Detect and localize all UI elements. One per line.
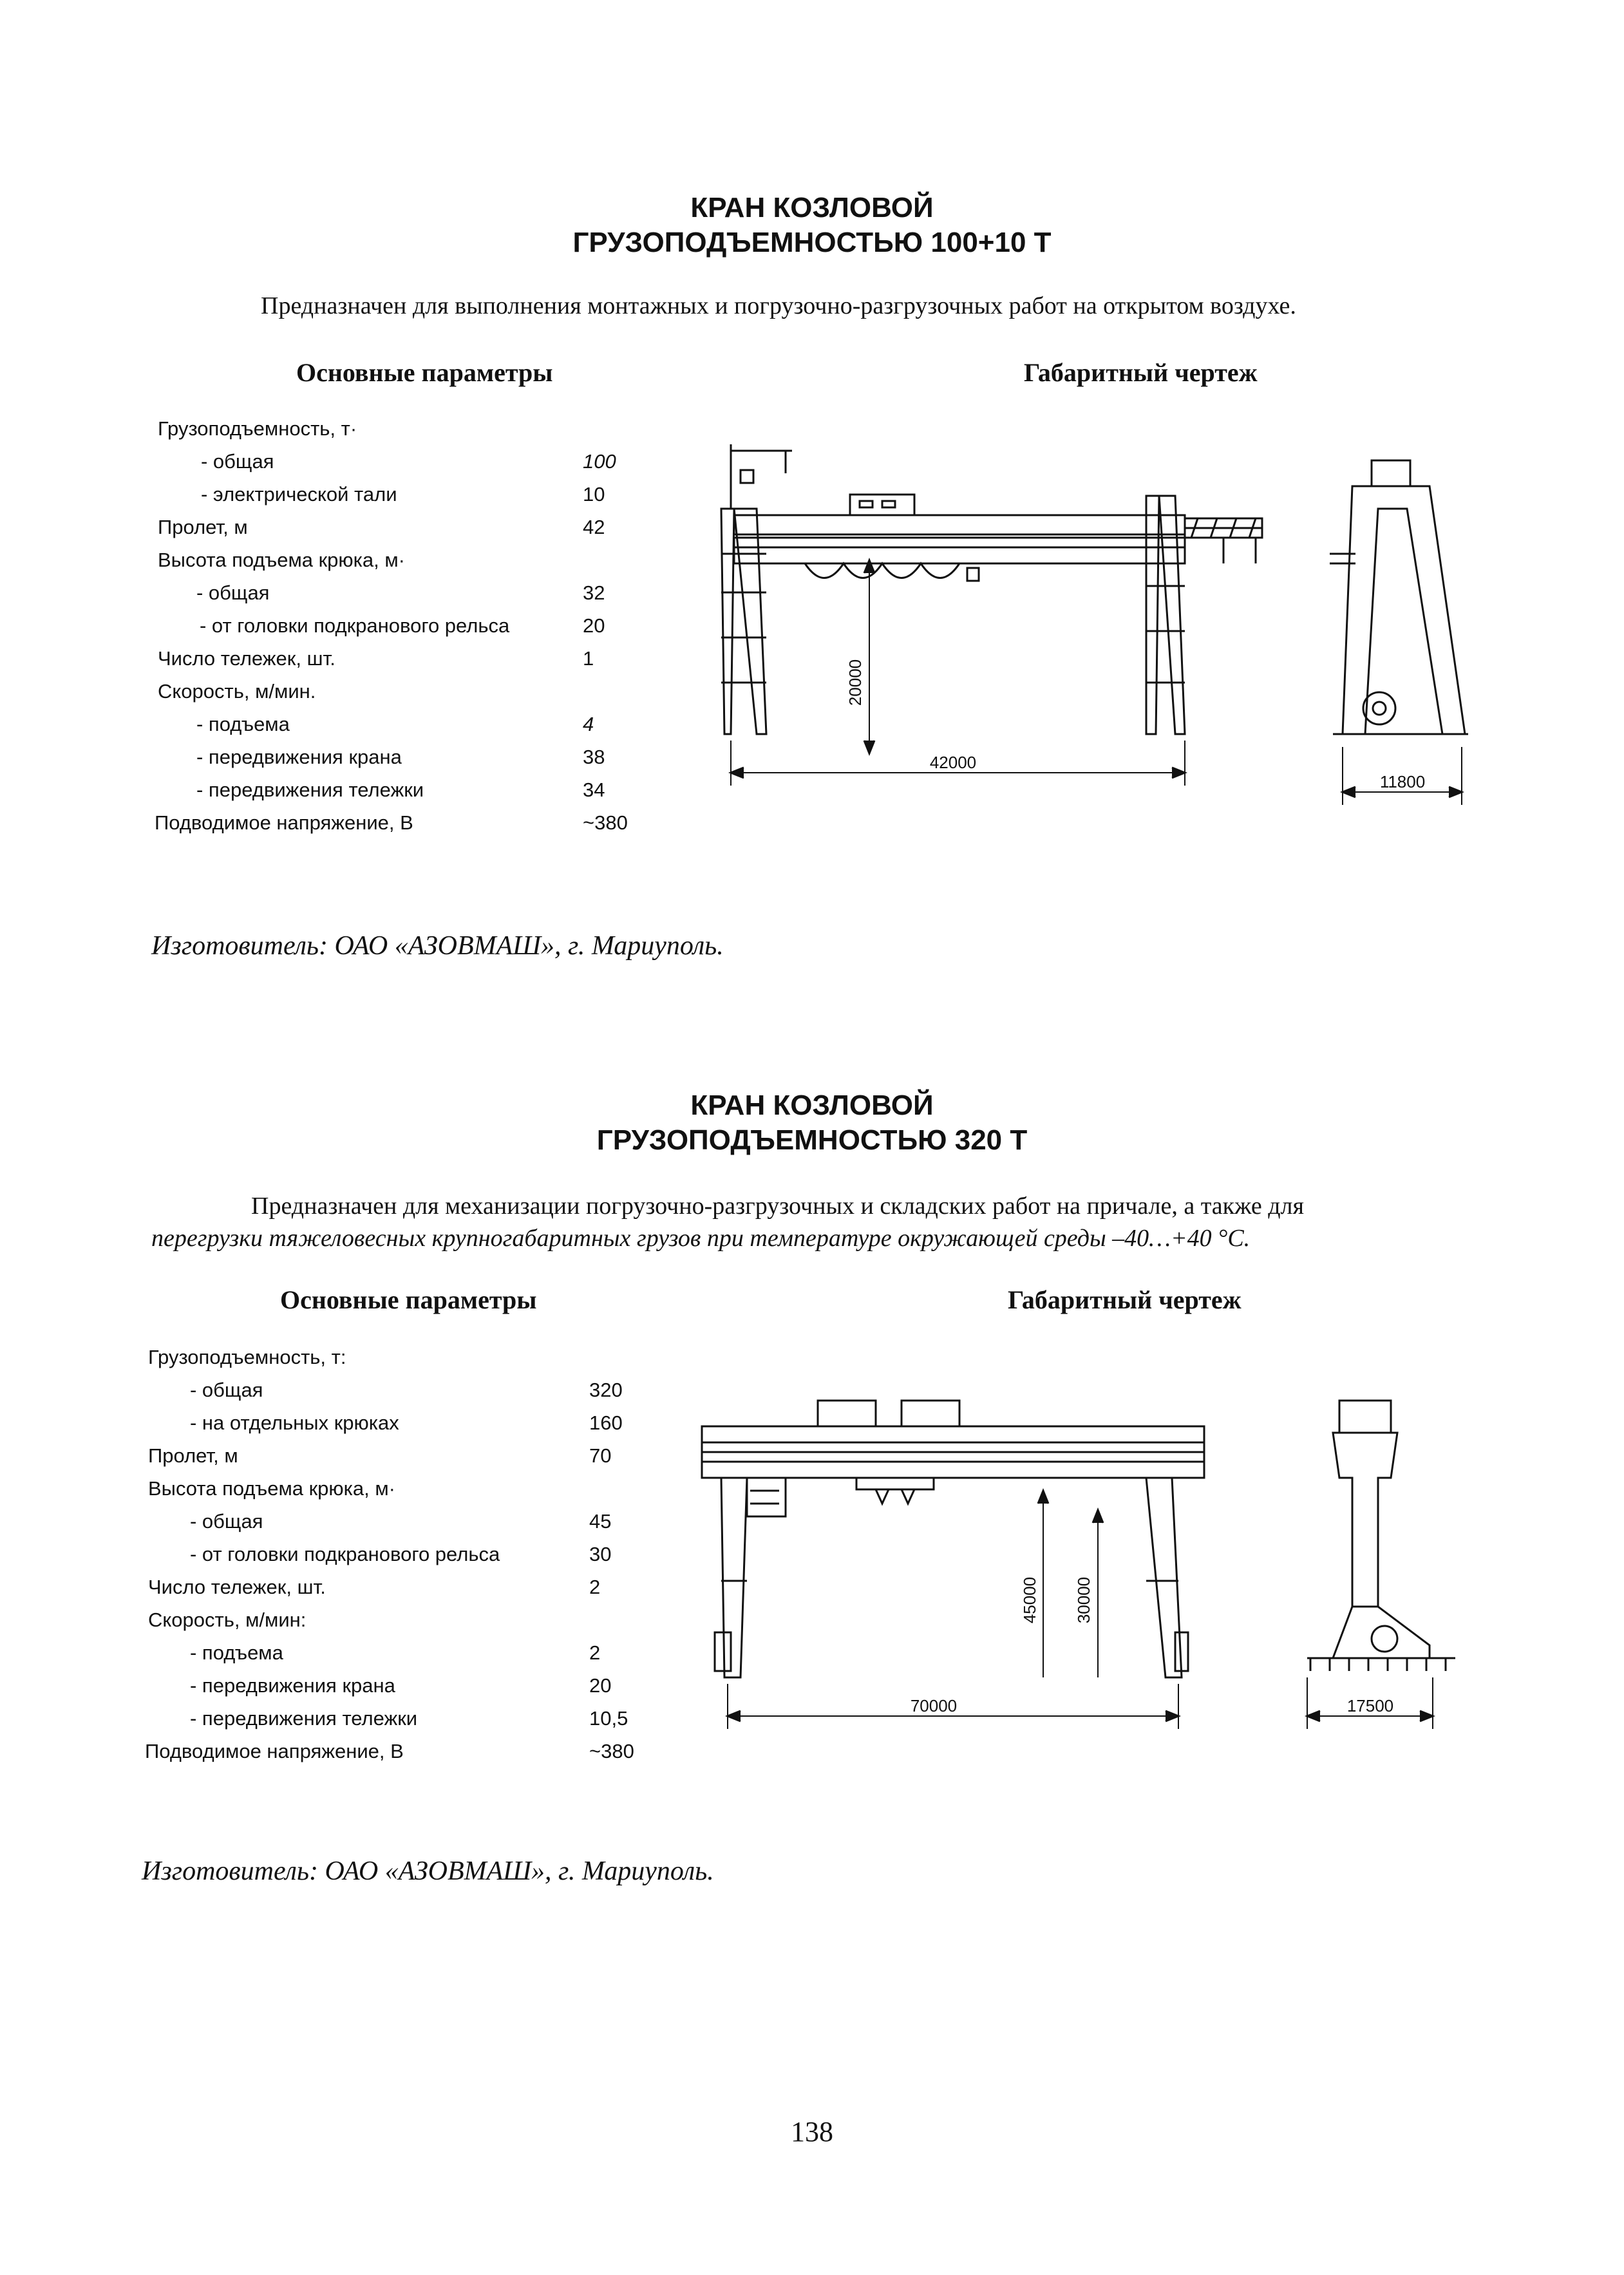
page-number: 138	[791, 2116, 833, 2148]
section1-title-line1: КРАН КОЗЛОВОЙ	[690, 192, 934, 223]
param-value: 160	[589, 1411, 623, 1434]
param-label: - подъема	[190, 1641, 283, 1664]
param-label: Число тележек, шт.	[158, 647, 335, 670]
param-value: 34	[583, 779, 605, 801]
param-label: Скорость, м/мин.	[158, 680, 316, 703]
section2-dim-width: 17500	[1346, 1696, 1394, 1715]
param-label: - электрической тали	[201, 483, 397, 505]
param-value: 2	[589, 1576, 601, 1598]
section2-dim-span: 70000	[910, 1696, 958, 1715]
param-value: 30	[589, 1543, 612, 1565]
section2-title-line1: КРАН КОЗЛОВОЙ	[690, 1090, 934, 1121]
param-label: Грузоподъемность, т:	[148, 1346, 346, 1368]
section2-manufacturer: Изготовитель: ОАО «АЗОВМАШ», г. Мариуполь.	[142, 1856, 714, 1886]
section2-dim-height-rail: 30000	[1074, 1576, 1093, 1624]
section2-drawing-heading: Габаритный чертеж	[1008, 1285, 1242, 1314]
param-value: 20	[589, 1674, 612, 1697]
param-value: 320	[589, 1379, 623, 1401]
param-value: 42	[583, 516, 605, 538]
section1-gantry-drawing	[695, 425, 1481, 811]
param-label: - общая	[196, 581, 270, 604]
section1-dim-width: 11800	[1379, 772, 1426, 791]
section2-description-line2: перегрузки тяжеловесных крупногабаритных грузов при температуре окружающей среды –40…+40 °С.	[151, 1225, 1251, 1252]
section1-drawing-heading: Габаритный чертеж	[1024, 358, 1258, 387]
param-value: 100	[583, 450, 616, 473]
section1-params-heading: Основные параметры	[296, 358, 553, 387]
param-value: 10,5	[589, 1707, 628, 1730]
param-label: - общая	[201, 450, 274, 473]
param-label: Скорость, м/мин:	[148, 1609, 307, 1631]
param-value: 2	[589, 1641, 601, 1664]
param-label: Число тележек, шт.	[148, 1576, 326, 1598]
param-label: - подъема	[196, 713, 290, 735]
param-label: - передвижения тележки	[196, 779, 424, 801]
section1-description: Предназначен для выполнения монтажных и погрузочно-разгрузочных работ на открытом воздухе.	[261, 292, 1296, 319]
param-label: Высота подъема крюка, м·	[158, 549, 406, 571]
param-label: - от головки подкранового рельса	[190, 1543, 500, 1565]
param-value: 1	[583, 647, 594, 670]
param-label: Грузоподъемность, т·	[158, 417, 357, 440]
param-value: 10	[583, 483, 605, 505]
section2-dim-height-total: 45000	[1020, 1576, 1039, 1624]
param-value: 45	[589, 1510, 612, 1533]
param-value: 20	[583, 614, 605, 637]
section2-title-line2: ГРУЗОПОДЪЕМНОСТЬЮ 320 Т	[596, 1124, 1028, 1156]
param-label: Высота подъема крюка, м·	[148, 1477, 396, 1500]
param-value: 32	[583, 581, 605, 604]
param-value: ~380	[583, 811, 628, 834]
param-label: - общая	[190, 1510, 263, 1533]
param-label: - передвижения крана	[190, 1674, 395, 1697]
param-value: ~380	[589, 1740, 634, 1762]
param-label: - передвижения крана	[196, 746, 402, 768]
section2-description-line1: Предназначен для механизации погрузочно-разгрузочных и складских работ на причале, а также для	[251, 1193, 1305, 1220]
section2-params-heading: Основные параметры	[280, 1285, 537, 1314]
param-label: - от головки подкранового рельса	[200, 614, 510, 637]
param-label: Пролет, м	[158, 516, 248, 538]
section1-manufacturer: Изготовитель: ОАО «АЗОВМАШ», г. Мариуполь.	[151, 931, 724, 961]
param-value: 4	[583, 713, 594, 735]
section1-dim-height: 20000	[845, 659, 865, 706]
section1-dim-span: 42000	[929, 753, 977, 772]
param-label: Подводимое напряжение, В	[145, 1740, 404, 1762]
param-label: - передвижения тележки	[190, 1707, 418, 1730]
section1-title-line2: ГРУЗОПОДЪЕМНОСТЬЮ 100+10 Т	[572, 227, 1052, 258]
param-label: - общая	[190, 1379, 263, 1401]
param-label: Подводимое напряжение, В	[155, 811, 413, 834]
param-value: 38	[583, 746, 605, 768]
section2-gantry-drawing	[689, 1388, 1475, 1761]
param-label: Пролет, м	[148, 1444, 238, 1467]
param-label: - на отдельных крюках	[190, 1411, 399, 1434]
param-value: 70	[589, 1444, 612, 1467]
